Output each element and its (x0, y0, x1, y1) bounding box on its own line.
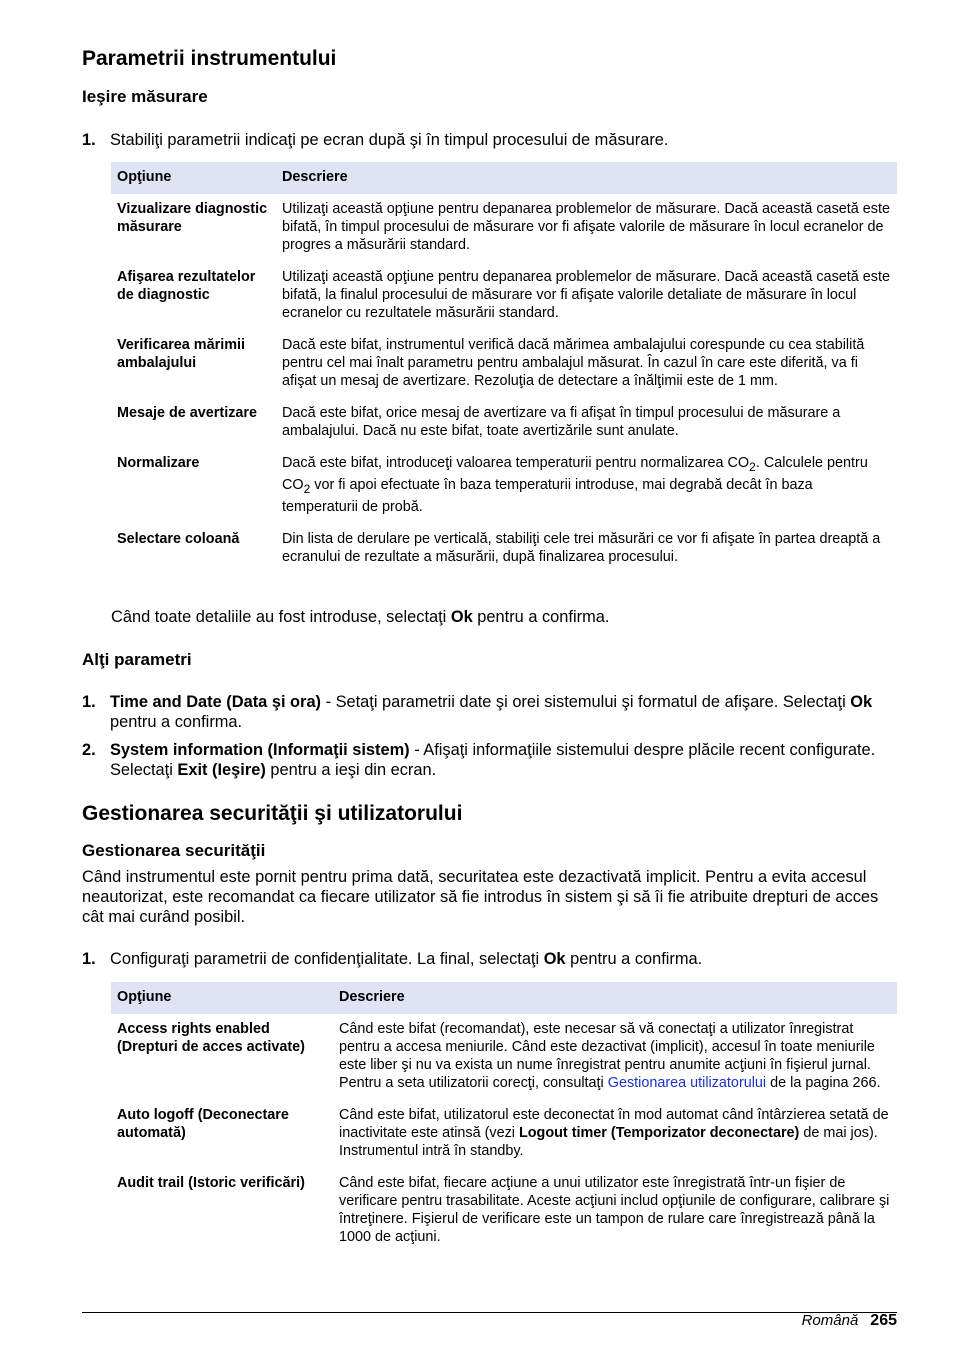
table-row (111, 398, 897, 448)
table-row (111, 262, 897, 330)
section-title-security-user: Gestionarea securităţii şi utilizatorului (82, 802, 463, 825)
option-cell: Mesaje de avertizare (117, 405, 257, 421)
description-cell: Dacă este bifat, introduceţi valoarea temperaturii pentru normalizarea $CO_2$. Calculele pentru $CO_2$ vor fi apoi efectuate în baza temperaturii introduse, mai degrabă decât în baza temperaturii de probă. (282, 455, 868, 515)
subsection-title-other-parameters: Alţi parametri (82, 650, 192, 669)
header-option: Opţiune (111, 162, 276, 194)
description-cell: Când este bifat (recomandat), este necesar să vă conectaţi a utilizator înregistrat pentru a accesa meniurile. Când este dezactivat (implicit), accesul în toate meniurile este liber şi nu va exista un nume înregistrat pentru anumite acţiuni în fişierul jurnal. Pentru a seta utilizatorii corecţi, consultaţi Gestionarea utilizatorului de la pagina 266. (339, 1021, 881, 1091)
security-options-table (111, 982, 897, 1254)
measurement-options-table (111, 162, 897, 574)
step-number: 1. (82, 131, 96, 149)
option-cell: Verificarea mărimii ambalajului (117, 337, 245, 371)
option-cell: Normalizare (117, 455, 200, 471)
table-row (111, 1100, 897, 1168)
subsection-title-security: Gestionarea securităţii (82, 841, 266, 860)
table-header-row (111, 162, 897, 194)
table-row (111, 1168, 897, 1254)
option-cell: Auto logoff (Deconectare automată) (117, 1107, 289, 1141)
table-header-row (111, 982, 897, 1014)
section-title-instrument-parameters: Parametrii instrumentului (82, 47, 337, 70)
option-cell: Vizualizare diagnostic măsurare (117, 201, 268, 235)
description-cell: Când este bifat, utilizatorul este deconectat în mod automat când întârzierea setată de inactivitate este atinsă (vezi Logout timer (Temporizator deconectare) de mai jos). Instrumentul intră în standby. (339, 1107, 889, 1159)
description-cell: Dacă este bifat, orice mesaj de avertizare va fi afişat în timpul procesului de măsurare a ambalajului. Dacă nu este bifat, toate avertizările sunt anulate. (282, 405, 841, 439)
table-row (111, 448, 897, 524)
option-cell: Afişarea rezultatelor de diagnostic (117, 269, 256, 303)
footer-language: Română (801, 1312, 859, 1329)
header-option: Opţiune (111, 982, 333, 1014)
description-cell: Din lista de derulare pe verticală, stabiliţi cele trei măsurări ce vor fi afişate în partea dreaptă a ecranului de rezultate a măsurării, după finalizarea procesului. (282, 530, 881, 565)
description-cell: Dacă este bifat, instrumentul verifică dacă mărimea ambalajului corespunde cu cea stabilită pentru cel mai înalt parametru pentru ambalajul măsurat. În cazul în care este diferită, va fi afişat un mesaj de avertizare. Rezoluţia de detectare a înălţimii este de 1 mm. (282, 337, 865, 389)
user-management-link[interactable]: Gestionarea utilizatorului (607, 1075, 767, 1091)
table-row (111, 194, 897, 262)
footer-divider (82, 1312, 897, 1313)
table-row (111, 330, 897, 398)
page-footer (802, 1312, 897, 1330)
subsection-title-measurement-output: Ieşire măsurare (82, 87, 208, 106)
description-cell: Când este bifat, fiecare acţiune a unui utilizator este înregistrată într-un fişier de verificare pentru trasabilitate. Aceste acţiuni includ opţiunile de configurare, calibrare şi întreţinere. Fişierul de verificare este un tampon de rulare care înregistrează până la 1000 de acţiuni. (339, 1175, 890, 1245)
confirm-paragraph: Când toate detaliile au fost introduse, selectaţi Ok pentru a confirma. (111, 608, 610, 626)
page-number: 265 (870, 1312, 897, 1329)
description-cell: Utilizaţi această opţiune pentru depanarea problemelor de măsurare. Dacă această casetă este bifată, în timpul procesului de măsurare vor fi afişate valorile de măsurare în locul ecranelor de progres a măsurării standard. (282, 201, 890, 253)
security-intro-paragraph: Când instrumentul este pornit pentru prima dată, securitatea este dezactivată implicit. Pentru a evita accesul neautorizat, este recomandat ca fiecare utilizator să fie introdus în sistem şi să îi fie atribuite drepturi de acces cât mai curând posibil. (82, 868, 879, 926)
header-description: Descriere (333, 982, 897, 1014)
header-description: Descriere (276, 162, 897, 194)
description-cell: Utilizaţi această opţiune pentru depanarea problemelor de măsurare. Dacă această casetă este bifată, la finalul procesului de măsurare vor fi afişate valorile detaliate de măsurare în locul ecranelor cu rezultatele măsurării standard. (282, 269, 890, 321)
table-row (111, 1014, 897, 1100)
table-row (111, 524, 897, 574)
option-cell: Access rights enabled (Drepturi de acces activate) (117, 1021, 305, 1055)
option-cell: Selectare coloană (117, 530, 240, 547)
option-cell: Audit trail (Istoric verificări) (117, 1175, 305, 1191)
step-text: Stabiliţi parametrii indicaţi pe ecran după şi în timpul procesului de măsurare. (110, 131, 669, 149)
